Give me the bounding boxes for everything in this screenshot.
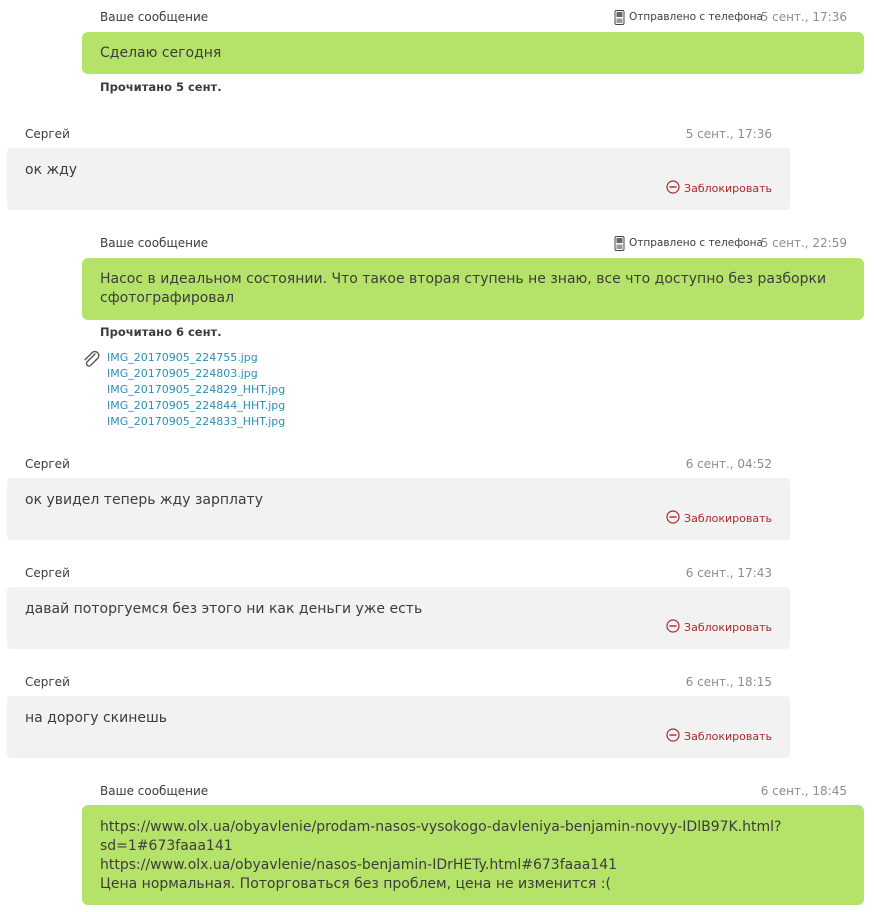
phone-icon [614,10,625,25]
message-bubble [82,805,864,905]
message-time: 5 сент., 17:36 [685,127,772,141]
message-author: Ваше сообщение [100,10,209,24]
attachment-link[interactable]: IMG_20170905_224755.jpg [107,351,258,364]
block-icon [666,728,680,747]
sent-from-label: Отправлено с телефона [629,11,763,23]
message-bubble [82,258,864,320]
message-time: 5 сент., 22:59 [760,236,847,250]
phone-icon [614,236,625,251]
message-author: Сергей [25,566,70,580]
message-bubble [7,696,790,758]
message-text: ок жду [25,162,78,178]
message-text-line: сфотографировал [100,290,235,306]
attachment-link[interactable]: IMG_20170905_224844_HHT.jpg [107,399,286,412]
message-text: ок увидел теперь жду зарплату [25,492,263,508]
block-user-button[interactable] [666,511,772,527]
message-author: Сергей [25,675,70,689]
message-time: 6 сент., 04:52 [685,457,772,471]
message-text: на дорогу скинешь [25,710,168,726]
message-time: 6 сент., 18:15 [685,675,772,689]
attachment-link[interactable]: IMG_20170905_224829_HHT.jpg [107,383,286,396]
sent-from-label: Отправлено с телефона [629,237,763,249]
block-user-button[interactable] [666,181,772,197]
block-label: Заблокировать [684,730,772,743]
message-link[interactable]: https://www.olx.ua/obyavlenie/prodam-nasos-vysokogo-davleniya-benjamin-novyy-IDlB97K.html? [100,819,782,835]
message-text-line: Цена нормальная. Поторговаться без проблем, цена не изменится :( [100,876,611,892]
attachment-icon [82,350,102,374]
message-bubble [7,148,790,210]
read-receipt: Прочитано 6 сент. [100,325,222,339]
message-link[interactable]: sd=1#673faaa141 [100,838,233,854]
message-bubble [82,32,864,74]
attachment-link[interactable]: IMG_20170905_224833_HHT.jpg [107,415,286,428]
message-time: 5 сент., 17:36 [760,10,847,24]
message-text-line: Насос в идеальном состоянии. Что такое вторая ступень не знаю, все что доступно без разборки [100,271,827,287]
block-label: Заблокировать [684,621,772,634]
attachment-list [107,350,285,430]
block-icon [666,180,680,199]
block-user-button[interactable] [666,729,772,745]
message-time: 6 сент., 17:43 [685,566,772,580]
read-receipt: Прочитано 5 сент. [100,80,222,94]
message-author: Сергей [25,127,70,141]
message-text: давай поторгуемся без этого ни как деньги уже есть [25,601,423,617]
attachment-link[interactable]: IMG_20170905_224803.jpg [107,367,258,380]
block-icon [666,510,680,529]
block-label: Заблокировать [684,512,772,525]
message-bubble [7,587,790,649]
message-bubble [7,478,790,540]
block-icon [666,619,680,638]
message-time: 6 сент., 18:45 [760,784,847,798]
message-author: Сергей [25,457,70,471]
block-label: Заблокировать [684,182,772,195]
message-author: Ваше сообщение [100,784,209,798]
message-author: Ваше сообщение [100,236,209,250]
block-user-button[interactable] [666,620,772,636]
message-text: Сделаю сегодня [100,45,222,61]
message-link[interactable]: https://www.olx.ua/obyavlenie/nasos-benjamin-IDrHETy.html#673faaa141 [100,857,618,873]
